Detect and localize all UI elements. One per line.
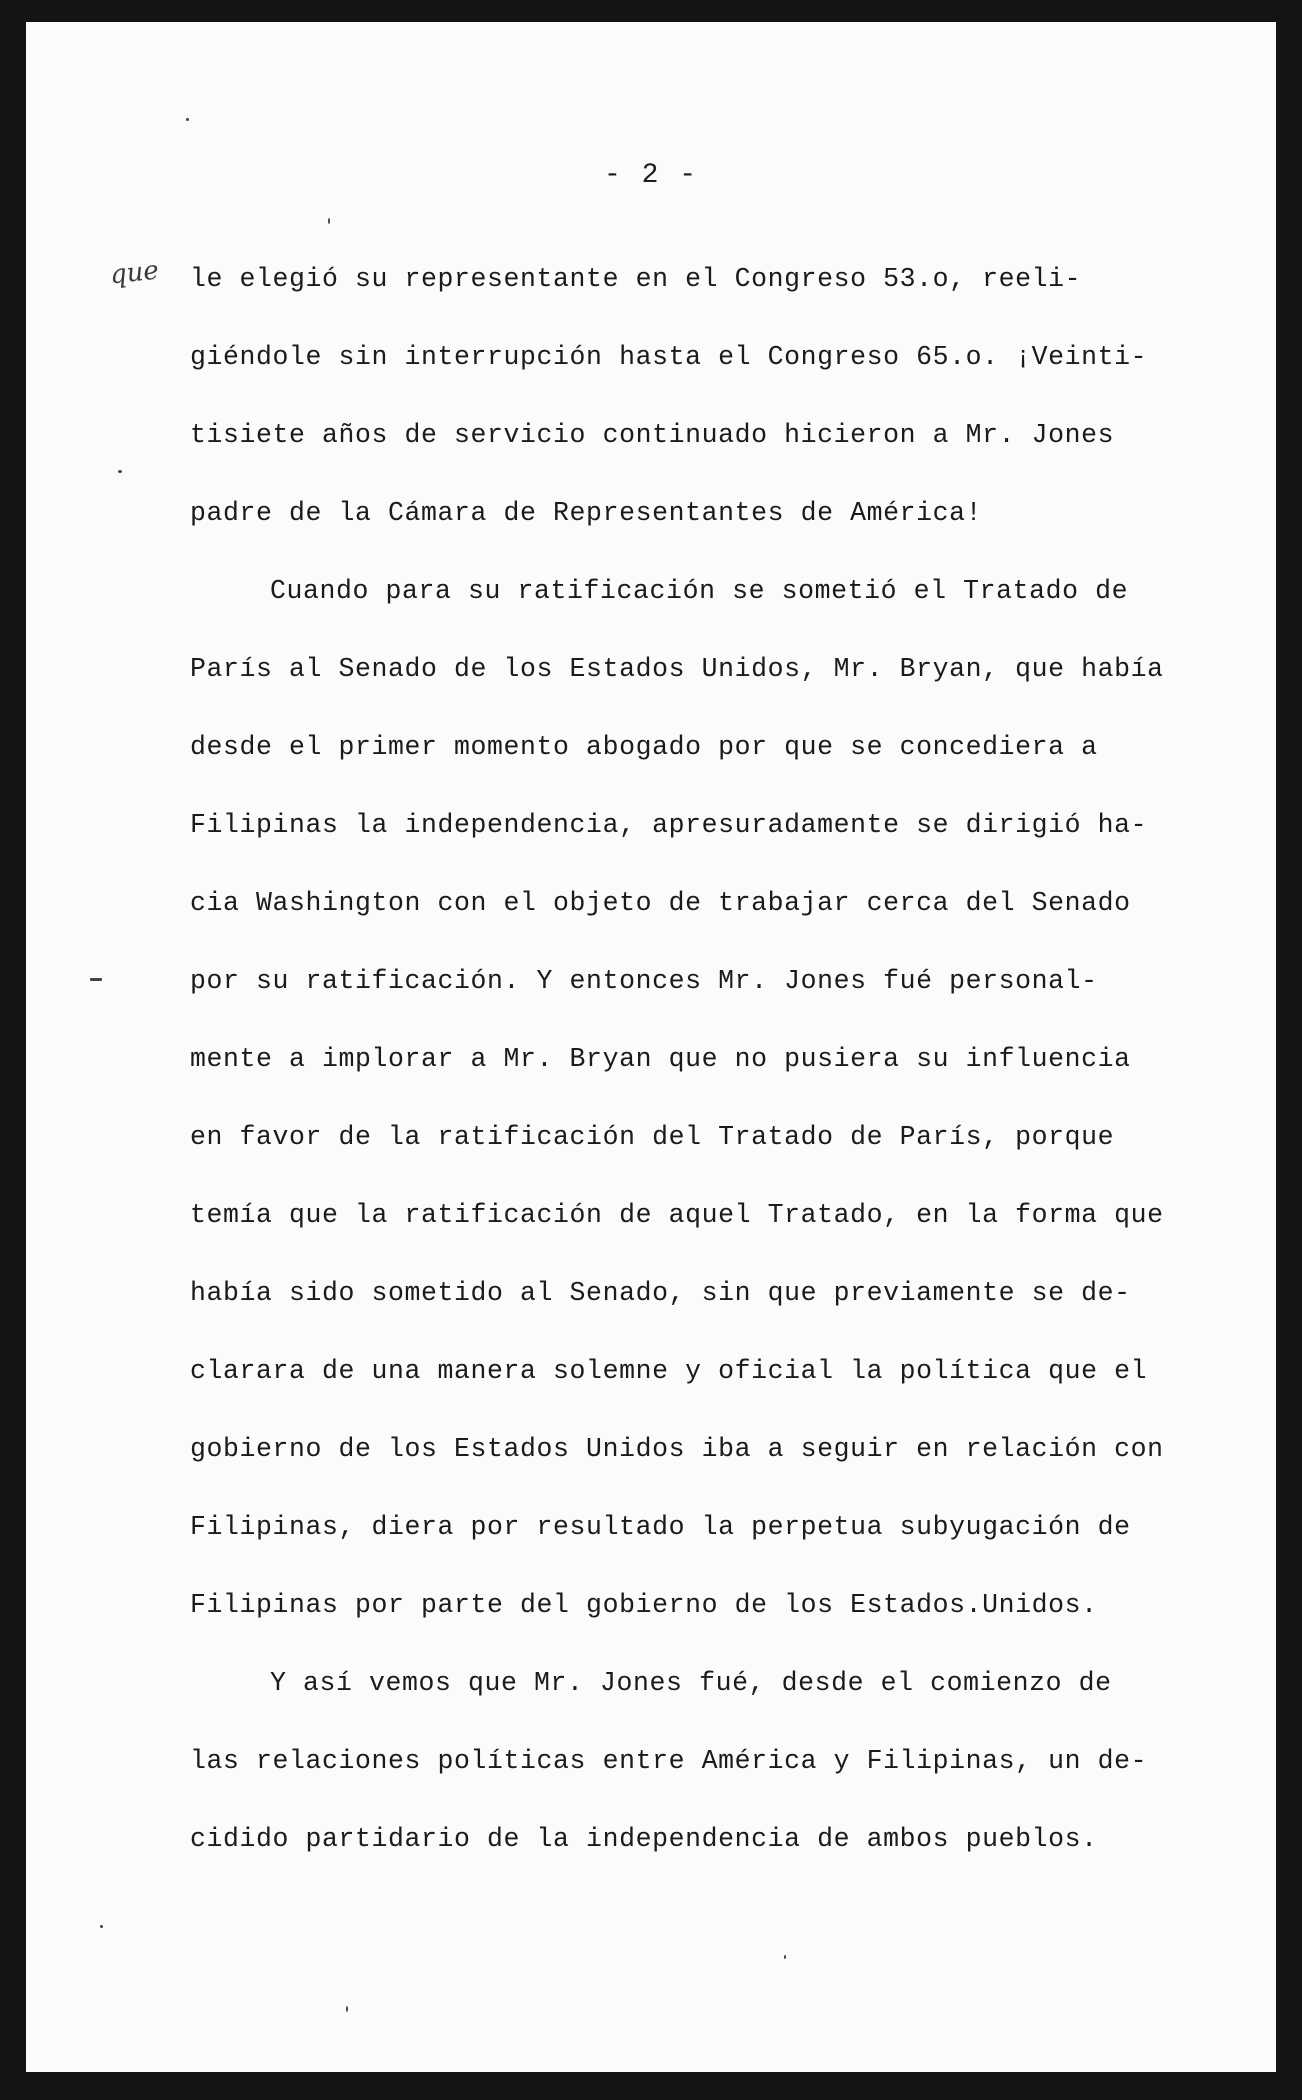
text-line: mente a implorar a Mr. Bryan que no pusiera su influencia	[190, 1044, 1131, 1074]
text-line: París al Senado de los Estados Unidos, Mr. Bryan, que había	[190, 654, 1164, 684]
text-line: Filipinas por parte del gobierno de los Estados.Unidos.	[190, 1590, 1098, 1620]
text-line: las relaciones políticas entre América y Filipinas, un de-	[190, 1746, 1148, 1776]
text-line: por su ratificación. Y entonces Mr. Jones fué personal-	[190, 966, 1098, 996]
scan-speck	[186, 118, 189, 121]
handwritten-margin-note: que	[108, 255, 161, 291]
scan-speck	[90, 978, 102, 981]
scan-speck	[118, 470, 122, 473]
scan-speck	[100, 1925, 103, 1928]
text-line: desde el primer momento abogado por que se concediera a	[190, 732, 1098, 762]
text-line: cidido partidario de la independencia de ambos pueblos.	[190, 1824, 1098, 1854]
text-line: en favor de la ratificación del Tratado de París, porque	[190, 1122, 1115, 1152]
paragraph-start-line: Cuando para su ratificación se sometió el Tratado de	[270, 576, 1129, 606]
text-line: gobierno de los Estados Unidos iba a seguir en relación con	[190, 1434, 1164, 1464]
scan-speck	[328, 218, 330, 224]
text-line: temía que la ratificación de aquel Tratado, en la forma que	[190, 1200, 1164, 1230]
text-line: giéndole sin interrupción hasta el Congreso 65.o. ¡Veinti-	[190, 342, 1148, 372]
text-line: padre de la Cámara de Representantes de América!	[190, 498, 983, 528]
text-line: había sido sometido al Senado, sin que previamente se de-	[190, 1278, 1131, 1308]
text-line: le elegió su representante en el Congreso 53.o, reeli-	[190, 264, 1082, 294]
text-line: tisiete años de servicio continuado hicieron a Mr. Jones	[190, 420, 1115, 450]
page-number: - 2 -	[603, 160, 698, 191]
text-line: clarara de una manera solemne y oficial la política que el	[190, 1356, 1148, 1386]
text-line: Filipinas, diera por resultado la perpetua subyugación de	[190, 1512, 1131, 1542]
scan-speck	[346, 2006, 348, 2012]
paragraph-start-line: Y así vemos que Mr. Jones fué, desde el comienzo de	[270, 1668, 1112, 1698]
text-line: cia Washington con el objeto de trabajar cerca del Senado	[190, 888, 1131, 918]
scan-speck	[784, 1955, 786, 1959]
text-line: Filipinas la independencia, apresuradamente se dirigió ha-	[190, 810, 1148, 840]
